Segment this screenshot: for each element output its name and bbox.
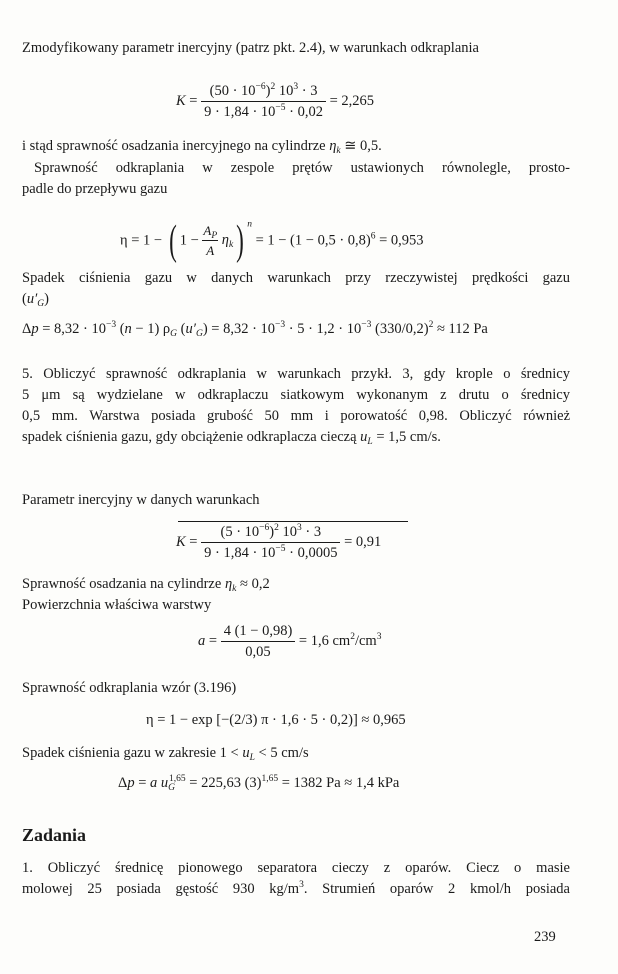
equation-dp-1382: Δp = a $u_G^{1,65} = 225,63$ $(3)^{1,65} = 1382$ Pa ≈ 1,4 kPa [118,774,400,793]
paragraph-exercise-5-line2: 5 μm są wydzielane w odkraplaczu siatkowym wykonanym z drutu o średnicy [22,387,570,403]
equation-dp-112: $\Delta p = 8,32 \cdot 10^{-3}$ (n − 1) $\rho_G$ $(u'_G) = 8,32 \cdot 10^{-3} \cdot 5 \cdot 1,2 \cdot 10^{-3}$ $(330/0,2)^2 \approx 112$ Pa [22,320,488,339]
paragraph-pressure-drop-range: Spadek ciśnienia gazu w zakresie $1 < u_L < 5$ cm/s [22,745,309,763]
paragraph-inertia-parameter-2: Parametr inercyjny w danych warunkach [22,492,260,508]
paragraph-task-1-line2: molowej 25 posiada gęstość 930 $kg/m^3$. Strumień oparów 2 kmol/h posiada [22,880,570,897]
paragraph-exercise-5-line1: 5. Obliczyć sprawność odkraplania w warunkach przykł. 3, gdy krople o średnicy [22,366,570,382]
page-number: 239 [534,929,556,945]
equation-eta-0965: η = 1 − exp [−(2/3) π · 1,6 · 5 · 0,2)] ≈ 0,965 [146,712,406,728]
separator-line [178,521,408,522]
equation-a-16: a = $\frac{4 (1 - 0,98)}{0,05}$ = 1,6 $cm^2/cm^3$ [198,623,382,660]
paragraph-cylinder-deposition: Sprawność osadzania na cylindrze $\eta_k \approx 0,2$ [22,576,270,594]
paragraph-rod-efficiency-line1: Sprawność odkraplania w zespole prętów ustawionych równolegle, prosto- [34,160,570,176]
paragraph-pressure-drop-line1: Spadek ciśnienia gazu w danych warunkach przy rzeczywistej prędkości gazu [22,270,570,286]
paragraph-pressure-drop-line2: $(u'_G)$ [22,291,49,309]
paragraph-inertia-parameter: Zmodyfikowany parametr inercyjny (patrz pkt. 2.4), w warunkach odkraplania [22,40,479,56]
paragraph-exercise-5-line3: 0,5 mm. Warstwa posiada grubość 50 mm i porowatość 0,98. Obliczyć również [22,408,570,424]
equation-k-2265: K = $\frac{(50 \cdot 10^{-6})^2 10^3 \cdot 3}{9 \cdot 1,84 \cdot 10^{-5} \cdot 0,02}$ = 2,265 [176,82,375,120]
paragraph-rod-efficiency-line2: padle do przepływu gazu [22,181,168,197]
section-heading-zadania: Zadania [22,825,87,845]
paragraph-task-1-line1: 1. Obliczyć średnicę pionowego separatora cieczy z oparów. Ciecz o masie [22,860,570,876]
paragraph-specific-surface: Powierzchnia właściwa warstwy [22,597,212,613]
equation-k-091: K = $\frac{(5 \cdot 10^{-6})^2 10^3 \cdot 3}{9 \cdot 1,84 \cdot 10^{-5} \cdot 0,0005}$ = 0,91 [176,523,382,561]
paragraph-exercise-5-line4: spadek ciśnienia gazu, gdy obciążenie odkraplacza cieczą $u_L = 1,5$ cm/s. [22,429,441,447]
equation-eta-0953: η = 1 − ( 1 − $\frac{A_P}{A}$ $\eta_k$) $^n = 1 - (1 - 0,5 \cdot 0,8)^6 = 0,953$ [120,218,424,264]
paragraph-deposition-efficiency: i stąd sprawność osadzania inercyjnego na cylindrze $\eta_k$ ≅ 0,5. [22,138,382,156]
paragraph-efficiency-formula: Sprawność odkraplania wzór (3.196) [22,680,237,696]
